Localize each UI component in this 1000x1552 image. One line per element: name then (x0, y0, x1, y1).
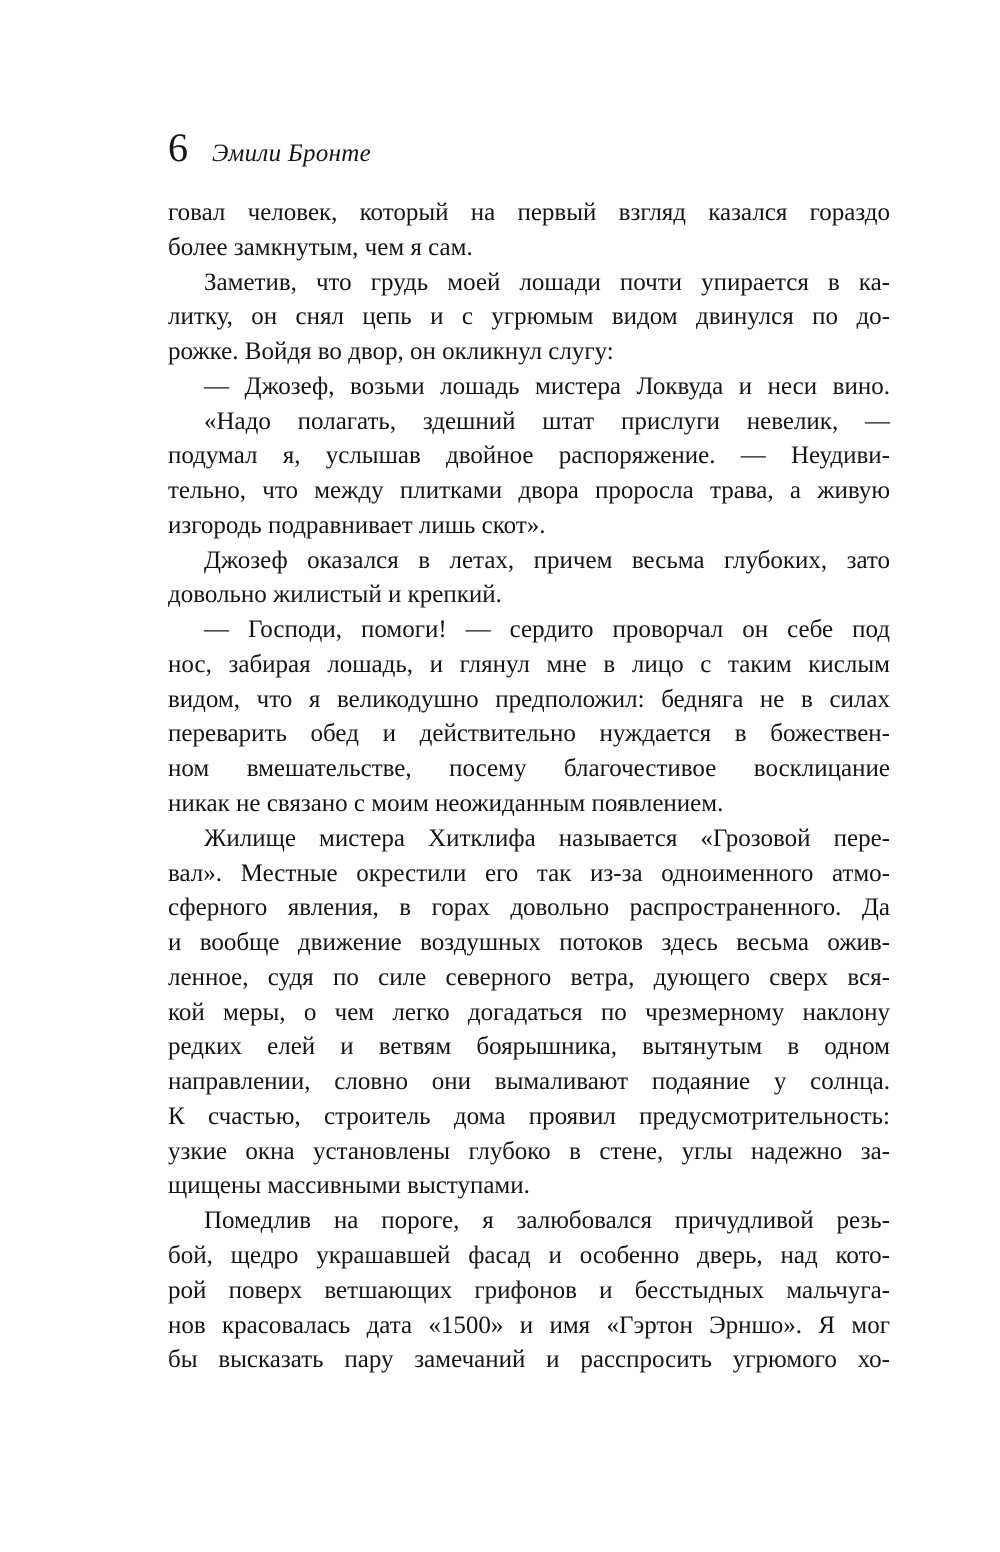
paragraph (168, 1204, 890, 1378)
text-line: «Надо полагать, здешний штат прислуги невелик, — (204, 407, 890, 435)
text-line: подумал я, услышав двойное распоряжение. — Неудиви- (168, 442, 890, 470)
text-line: переварить обед и действительно нуждается в божествен- (168, 720, 890, 748)
paragraph (168, 822, 890, 1204)
text-line: сферного явления, в горах довольно распространенного. Да (168, 894, 890, 922)
text-line: кой меры, о чем легко догадаться по чрезмерному наклону (168, 998, 890, 1026)
body-text (168, 196, 890, 1378)
text-line: К счастью, строитель дома проявил предусмотрительность: (168, 1102, 890, 1130)
paragraph (168, 613, 890, 822)
text-line: — Джозеф, возьми лошадь мистера Локвуда и неси вино. (204, 372, 890, 400)
text-line: бы высказать пару замечаний и расспросить угрюмого хо- (168, 1346, 890, 1374)
text-line: нос, забирая лошадь, и глянул мне в лицо с таким кислым (168, 650, 890, 678)
text-line: изгородь подравнивает лишь скот». (168, 511, 546, 539)
paragraph (168, 370, 890, 405)
text-line: щищены массивными выступами. (168, 1172, 530, 1200)
text-line: и вообще движение воздушных потоков здесь весьма ожив- (168, 929, 890, 957)
text-line: нов красовалась дата «1500» и имя «Гэртон Эрншо». Я мог (168, 1311, 890, 1339)
text-line: говал человек, который на первый взгляд казался гораздо (168, 199, 890, 226)
text-line: более замкнутым, чем я сам. (168, 233, 473, 261)
text-line: литку, он снял цепь и с угрюмым видом двинулся по до- (168, 303, 890, 331)
paragraph (168, 405, 890, 544)
text-line: направлении, словно они вымаливают подаяние у солнца. (168, 1068, 890, 1096)
text-line: довольно жилистый и крепкий. (168, 581, 502, 609)
text-line: ленное, судя по силе северного ветра, дующего сверх вся- (168, 963, 890, 991)
paragraph (168, 196, 890, 266)
text-line: тельно, что между плитками двора проросла трава, а живую (168, 477, 890, 505)
text-line: Жилище мистера Хитклифа называется «Грозовой пере- (204, 824, 890, 852)
text-line: никак не связано с моим неожиданным появлением. (168, 790, 724, 818)
text-line: бой, щедро украшавшей фасад и особенно дверь, над кото- (168, 1241, 890, 1269)
text-line: вал». Местные окрестили его так из-за одноименного атмо- (168, 859, 890, 887)
text-line: рой поверх ветшающих грифонов и бесстыдных мальчуга- (168, 1276, 890, 1304)
page-header (168, 125, 372, 170)
text-line: узкие окна установлены глубоко в стене, углы надежно за- (168, 1137, 890, 1165)
page-number: 6 (168, 125, 188, 170)
text-line: редких елей и ветвям боярышника, вытянутым в одном (168, 1033, 890, 1061)
text-line: видом, что я великодушно предположил: бедняга не в силах (168, 685, 890, 713)
paragraph (168, 266, 890, 370)
paragraph (168, 544, 890, 614)
text-line: рожке. Войдя во двор, он окликнул слугу: (168, 338, 614, 366)
text-line: ном вмешательстве, посему благочестивое восклицание (168, 755, 890, 783)
text-line: — Господи, помоги! — сердито проворчал он себе под (204, 616, 890, 644)
text-line: Заметив, что грудь моей лошади почти упирается в ка- (204, 268, 890, 296)
text-line: Джозеф оказался в летах, причем весьма глубоких, зато (204, 546, 890, 574)
running-title: Эмили Бронте (212, 140, 372, 167)
text-line: Помедлив на пороге, я залюбовался причудливой резь- (204, 1207, 890, 1235)
